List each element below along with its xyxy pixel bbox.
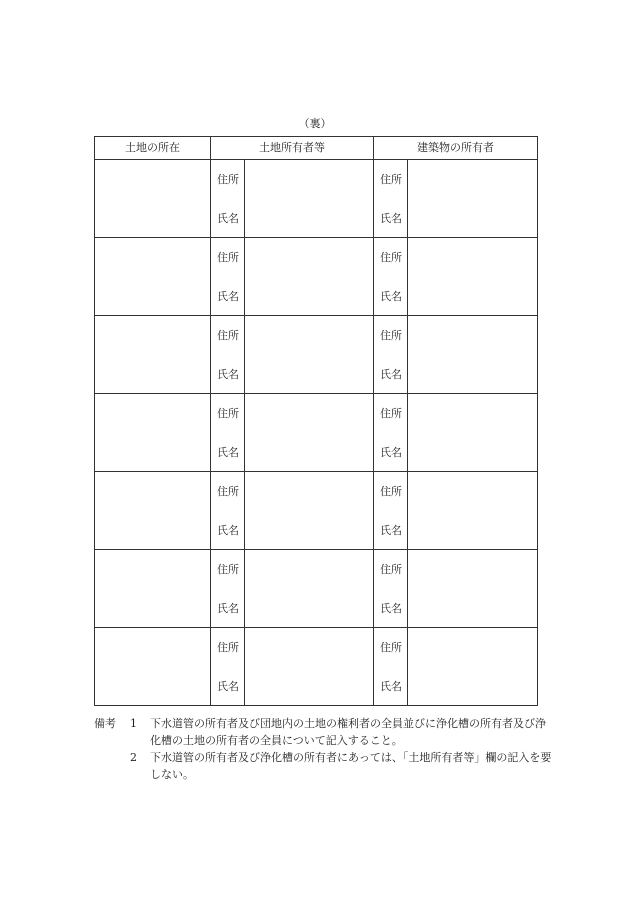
address-label: 住所 xyxy=(380,641,402,654)
note-number: 1 xyxy=(130,717,137,730)
building-owner-label-cell xyxy=(374,472,408,550)
building-owner-value-cell[interactable] xyxy=(408,394,538,472)
land-owner-value-cell[interactable] xyxy=(245,394,374,472)
table-header-row xyxy=(95,137,538,160)
header-land-location: 土地の所在 xyxy=(95,137,211,160)
land-owner-label-cell xyxy=(211,316,245,394)
name-label: 氏名 xyxy=(380,680,402,693)
table-row xyxy=(95,316,538,394)
note-text: 下水道管の所有者及び団地内の土地の権利者の全員並びに浄化槽の所有者及び浄化槽の土地の所有者の全員について記入すること。 xyxy=(150,717,546,747)
note-text: 下水道管の所有者及び浄化槽の所有者にあっては、「土地所有者等」欄の記入を要しない。 xyxy=(150,751,552,781)
address-label: 住所 xyxy=(217,407,239,420)
address-label: 住所 xyxy=(380,329,402,342)
name-label: 氏名 xyxy=(217,368,239,381)
table-row xyxy=(95,394,538,472)
name-label: 氏名 xyxy=(217,446,239,459)
owner-table xyxy=(94,136,538,706)
address-label: 住所 xyxy=(380,485,402,498)
address-label: 住所 xyxy=(380,563,402,576)
name-label: 氏名 xyxy=(217,602,239,615)
building-owner-value-cell[interactable] xyxy=(408,160,538,238)
building-owner-label-cell xyxy=(374,394,408,472)
building-owner-value-cell[interactable] xyxy=(408,550,538,628)
name-label: 氏名 xyxy=(217,680,239,693)
building-owner-value-cell[interactable] xyxy=(408,472,538,550)
name-label: 氏名 xyxy=(380,368,402,381)
name-label: 氏名 xyxy=(380,212,402,225)
note-item-1 xyxy=(94,715,554,749)
page-heading: （裏） xyxy=(298,117,332,130)
table-row xyxy=(95,472,538,550)
table-body xyxy=(95,160,538,706)
note-number: 2 xyxy=(130,751,137,764)
name-label: 氏名 xyxy=(380,524,402,537)
building-owner-value-cell[interactable] xyxy=(408,316,538,394)
address-label: 住所 xyxy=(380,251,402,264)
land-owner-value-cell[interactable] xyxy=(245,628,374,706)
building-owner-label-cell xyxy=(374,628,408,706)
land-location-cell[interactable] xyxy=(95,316,211,394)
land-owner-label-cell xyxy=(211,472,245,550)
land-owner-label-cell xyxy=(211,394,245,472)
building-owner-label-cell xyxy=(374,316,408,394)
address-label: 住所 xyxy=(380,407,402,420)
land-location-cell[interactable] xyxy=(95,472,211,550)
table-row xyxy=(95,160,538,238)
land-owner-value-cell[interactable] xyxy=(245,550,374,628)
land-owner-value-cell[interactable] xyxy=(245,160,374,238)
address-label: 住所 xyxy=(217,485,239,498)
table-row xyxy=(95,628,538,706)
land-owner-label-cell xyxy=(211,628,245,706)
notes-label: 備考 xyxy=(94,717,116,730)
address-label: 住所 xyxy=(217,563,239,576)
land-owner-label-cell xyxy=(211,550,245,628)
land-location-cell[interactable] xyxy=(95,238,211,316)
address-label: 住所 xyxy=(380,173,402,186)
header-building-owner: 建築物の所有者 xyxy=(374,137,538,160)
land-owner-label-cell xyxy=(211,238,245,316)
building-owner-value-cell[interactable] xyxy=(408,238,538,316)
notes-section xyxy=(94,715,554,783)
land-location-cell[interactable] xyxy=(95,550,211,628)
name-label: 氏名 xyxy=(217,524,239,537)
land-owner-value-cell[interactable] xyxy=(245,472,374,550)
address-label: 住所 xyxy=(217,329,239,342)
name-label: 氏名 xyxy=(217,212,239,225)
land-owner-value-cell[interactable] xyxy=(245,238,374,316)
name-label: 氏名 xyxy=(380,602,402,615)
building-owner-label-cell xyxy=(374,238,408,316)
table-row xyxy=(95,238,538,316)
building-owner-label-cell xyxy=(374,550,408,628)
building-owner-value-cell[interactable] xyxy=(408,628,538,706)
building-owner-label-cell xyxy=(374,160,408,238)
land-owner-label-cell xyxy=(211,160,245,238)
name-label: 氏名 xyxy=(380,446,402,459)
name-label: 氏名 xyxy=(217,290,239,303)
land-location-cell[interactable] xyxy=(95,628,211,706)
header-land-owner: 土地所有者等 xyxy=(211,137,374,160)
land-owner-value-cell[interactable] xyxy=(245,316,374,394)
address-label: 住所 xyxy=(217,251,239,264)
address-label: 住所 xyxy=(217,173,239,186)
land-location-cell[interactable] xyxy=(95,394,211,472)
land-location-cell[interactable] xyxy=(95,160,211,238)
address-label: 住所 xyxy=(217,641,239,654)
name-label: 氏名 xyxy=(380,290,402,303)
note-item-2 xyxy=(94,749,554,783)
table-row xyxy=(95,550,538,628)
